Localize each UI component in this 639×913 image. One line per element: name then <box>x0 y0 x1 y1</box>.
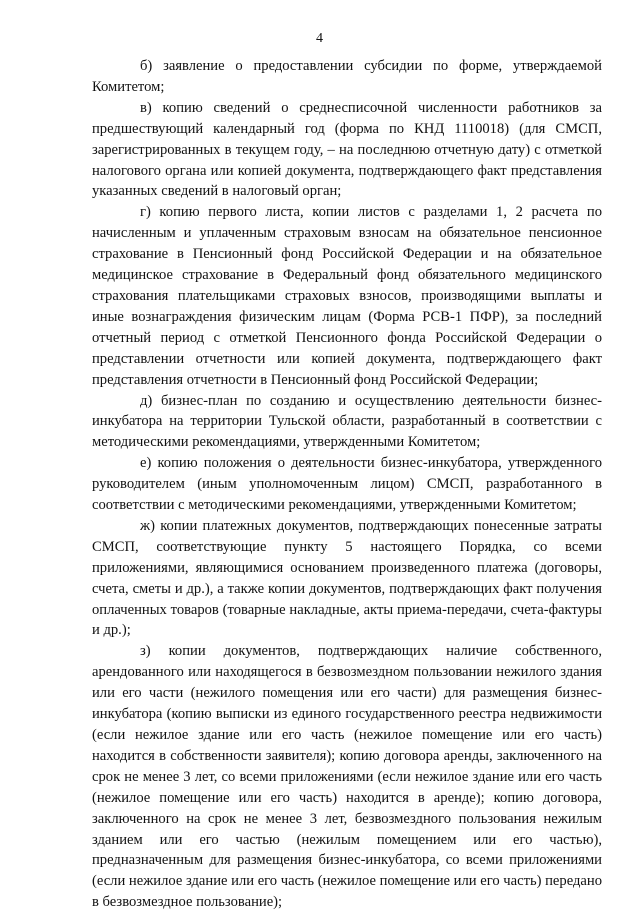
paragraph-zh-payment-documents: ж) копии платежных документов, подтверждающих понесенные затраты СМСП, соответствующие пункту 5 настоящего Порядка, со всеми приложениями, являющимися основанием произведенного платежа (договоры, счета, сметы и др.), а также копии документов, подтверждающих факт получения оплаченных товаров (товарные накладные, акты приема-передачи, счета-фактуры и др.); <box>92 517 602 639</box>
paragraph-z-premises-documents: з) копии документов, подтверждающих наличие собственного, арендованного или находящегося в безвозмездном пользовании нежилого здания или его части (нежилого помещения или его части) для размещения бизнес-инкубатора (копию выписки из единого государственного реестра недвижимости (если нежилое здание или его часть (нежилое помещение или его часть) находится в собственности заявителя); копию договора аренды, заключенного на срок не менее 3 лет, со всеми приложениями (если нежилое здание или его часть (нежилое помещение или его часть) находится в аренде); копию договора, заключенного на срок не менее 3 лет, безвозмездного пользования нежилым зданием или его частью (нежилым помещением или его частью), предназначенным для размещения бизнес-инкубатора, со всеми приложениями (если нежилое здание или его часть (нежилое помещение или его часть) передано в безвозмездное пользование); <box>92 643 602 911</box>
paragraph-e-incubator-regulation: е) копию положения о деятельности бизнес-инкубатора, утвержденного руководителем (иным уполномоченным лицом) СМСП, разработанного в соответствии с методическими рекомендациями, утвержденными Комитетом; <box>92 455 602 514</box>
paragraph-b-application: б) заявление о предоставлении субсидии по форме, утверждаемой Комитетом; <box>92 58 602 95</box>
paragraph-v-headcount-info: в) копию сведений о среднесписочной численности работников за предшествующий календарный год (форма по КНД 1110018) (для СМСП, зарегистрированных в текущем году, – на последнюю отчетную дату) с отметкой налогового органа или копией документа, подтверждающего факт представления указанных сведений в налоговый орган; <box>92 99 602 200</box>
document-body <box>92 56 602 913</box>
paragraph-g-insurance-calculation: г) копию первого листа, копии листов с разделами 1, 2 расчета по начисленным и уплаченным страховым взносам на обязательное пенсионное страхование в Пенсионный фонд Российской Федерации и на обязательное медицинское страхование в Федеральный фонд обязательного медицинского страхования плательщиками страховых взносов, производящими выплаты и иные вознаграждения физическим лицам (Форма РСВ-1 ПФР), за последний отчетный период с отметкой Пенсионного фонда Российской Федерации о представлении отчетности или копией документа, подтверждающего факт представления отчетности в Пенсионный фонд Российской Федерации; <box>92 204 602 388</box>
paragraph-d-business-plan: д) бизнес-план по созданию и осуществлению деятельности бизнес-инкубатора на территории Тульской области, разработанный в соответствии с методическими рекомендациями, утвержденными Комитетом; <box>92 392 602 451</box>
page-number: 4 <box>316 31 323 46</box>
